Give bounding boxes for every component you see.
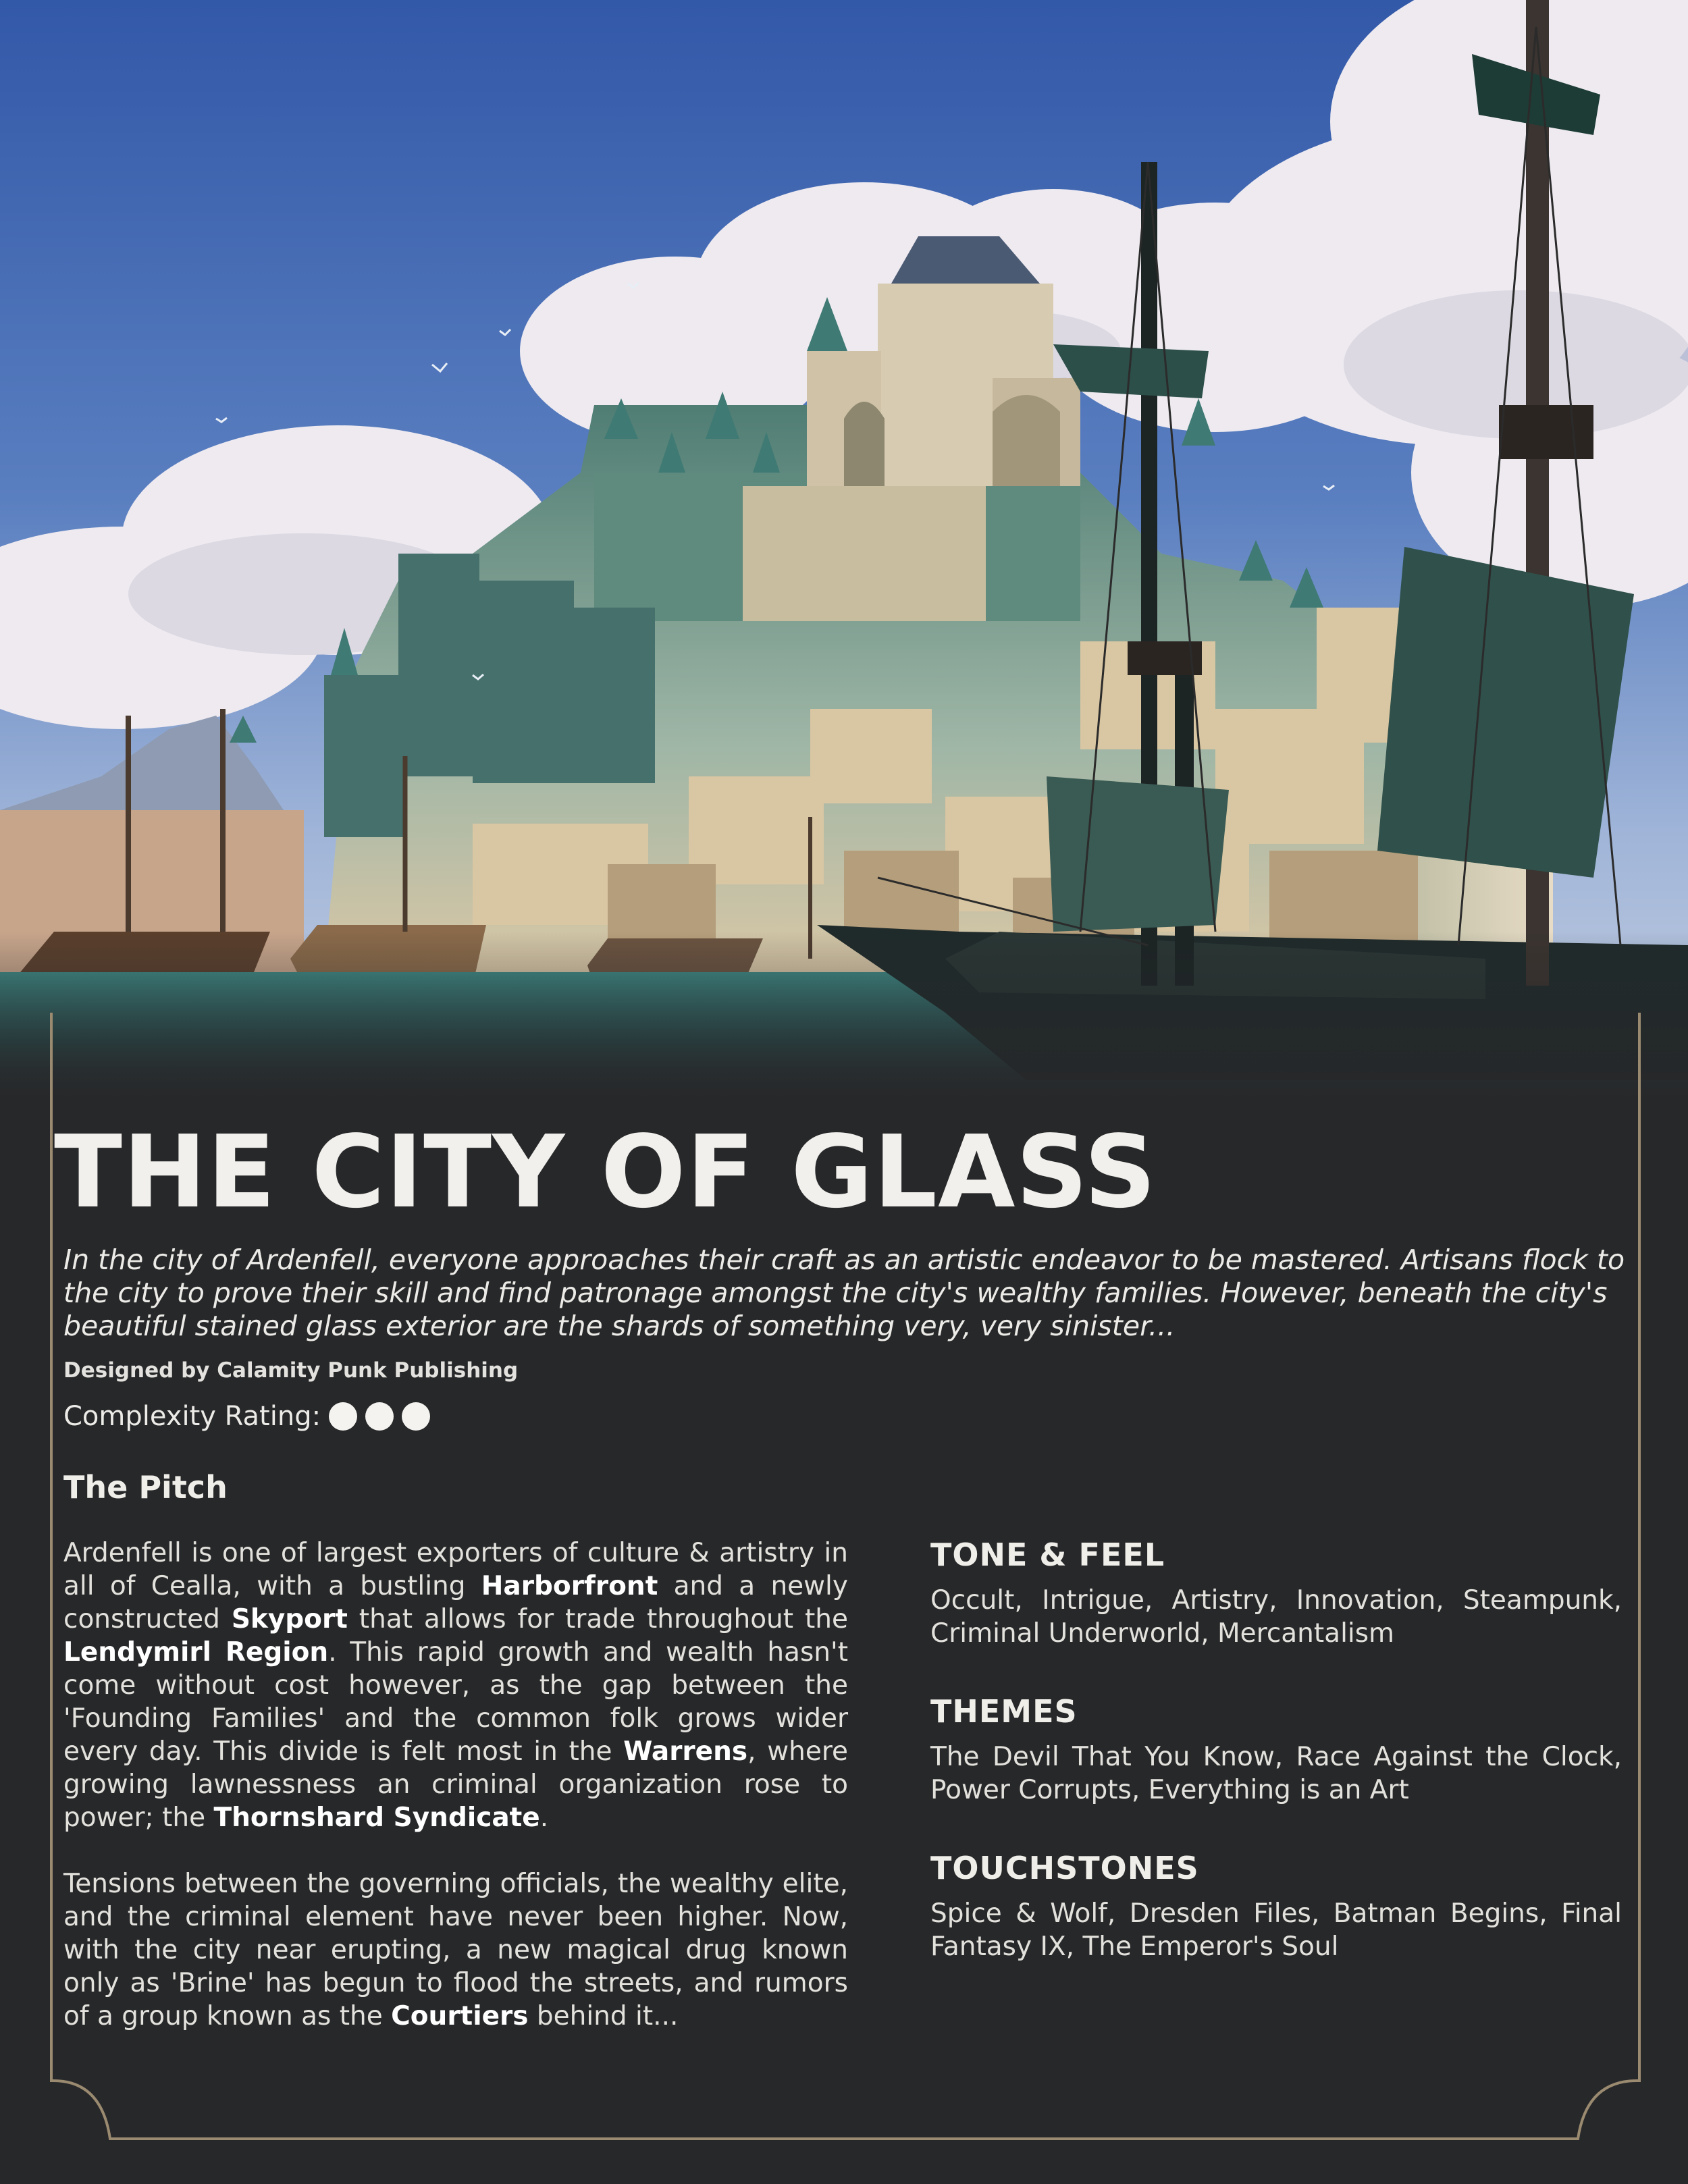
details-column bbox=[930, 1537, 1622, 2006]
themes-heading: THEMES bbox=[930, 1693, 1078, 1730]
rating-dot-1 bbox=[329, 1402, 357, 1431]
tone-heading: TONE & FEEL bbox=[930, 1537, 1165, 1573]
rating-dot-2 bbox=[365, 1402, 394, 1431]
keyword-skyport: Skyport bbox=[231, 1604, 348, 1634]
keyword-harborfront: Harborfront bbox=[481, 1571, 658, 1601]
pitch-paragraph-2: Tensions between the governing officials, the wealthy elite, and the criminal element have never been higher. Now, with the city near erupting, a new magical drug known only as 'Brine' has begun to flood the streets, and rumors of a group known as the Courtiers behind it... bbox=[63, 1869, 848, 2031]
touchstones-heading: TOUCHSTONES bbox=[930, 1850, 1199, 1886]
rating-dot-3 bbox=[402, 1402, 430, 1431]
touchstones-text: Spice & Wolf, Dresden Files, Batman Begins, Final Fantasy IX, The Emperor's Soul bbox=[930, 1898, 1622, 1962]
designer-credit: Designed by Calamity Punk Publishing bbox=[63, 1358, 519, 1383]
pitch-column bbox=[63, 1537, 848, 2066]
pitch-heading: The Pitch bbox=[63, 1469, 228, 1506]
keyword-warrens: Warrens bbox=[623, 1736, 748, 1767]
themes-text: The Devil That You Know, Race Against the Clock, Power Corrupts, Everything is an Art bbox=[930, 1742, 1622, 1805]
page-title: THE CITY OF GLASS bbox=[54, 1114, 1157, 1230]
pitch-paragraph-1: Ardenfell is one of largest exporters of culture & artistry in all of Cealla, with a bustling Harborfront and a newly constructed Skyport that allows for trade throughout the Lendymirl Region. This rapid growth and wealth hasn't come without cost however, as the gap between the 'Founding Families' and the common folk grows wider every day. This divide is felt most in the Warrens, where growing lawnessness an criminal organization rose to power; the Thornshard Syndicate. bbox=[63, 1538, 849, 1833]
keyword-lendymirl-region: Lendymirl Region bbox=[63, 1637, 329, 1668]
complexity-rating bbox=[63, 1401, 430, 1432]
intro-text: In the city of Ardenfell, everyone approaches their craft as an artistic endeavor to be mastered. Artisans flock to the city to prove their skill and find patronage amongst the city's wealthy families. However, beneath the city's beautiful stained glass exterior are the shards of something very, very sinister... bbox=[63, 1244, 1625, 1342]
complexity-label: Complexity Rating: bbox=[63, 1401, 321, 1432]
keyword-courtiers: Courtiers bbox=[391, 2001, 529, 2031]
keyword-thornshard-syndicate: Thornshard Syndicate bbox=[213, 1803, 540, 1833]
tone-text: Occult, Intrigue, Artistry, Innovation, Steampunk, Criminal Underworld, Mercantalism bbox=[930, 1585, 1622, 1649]
